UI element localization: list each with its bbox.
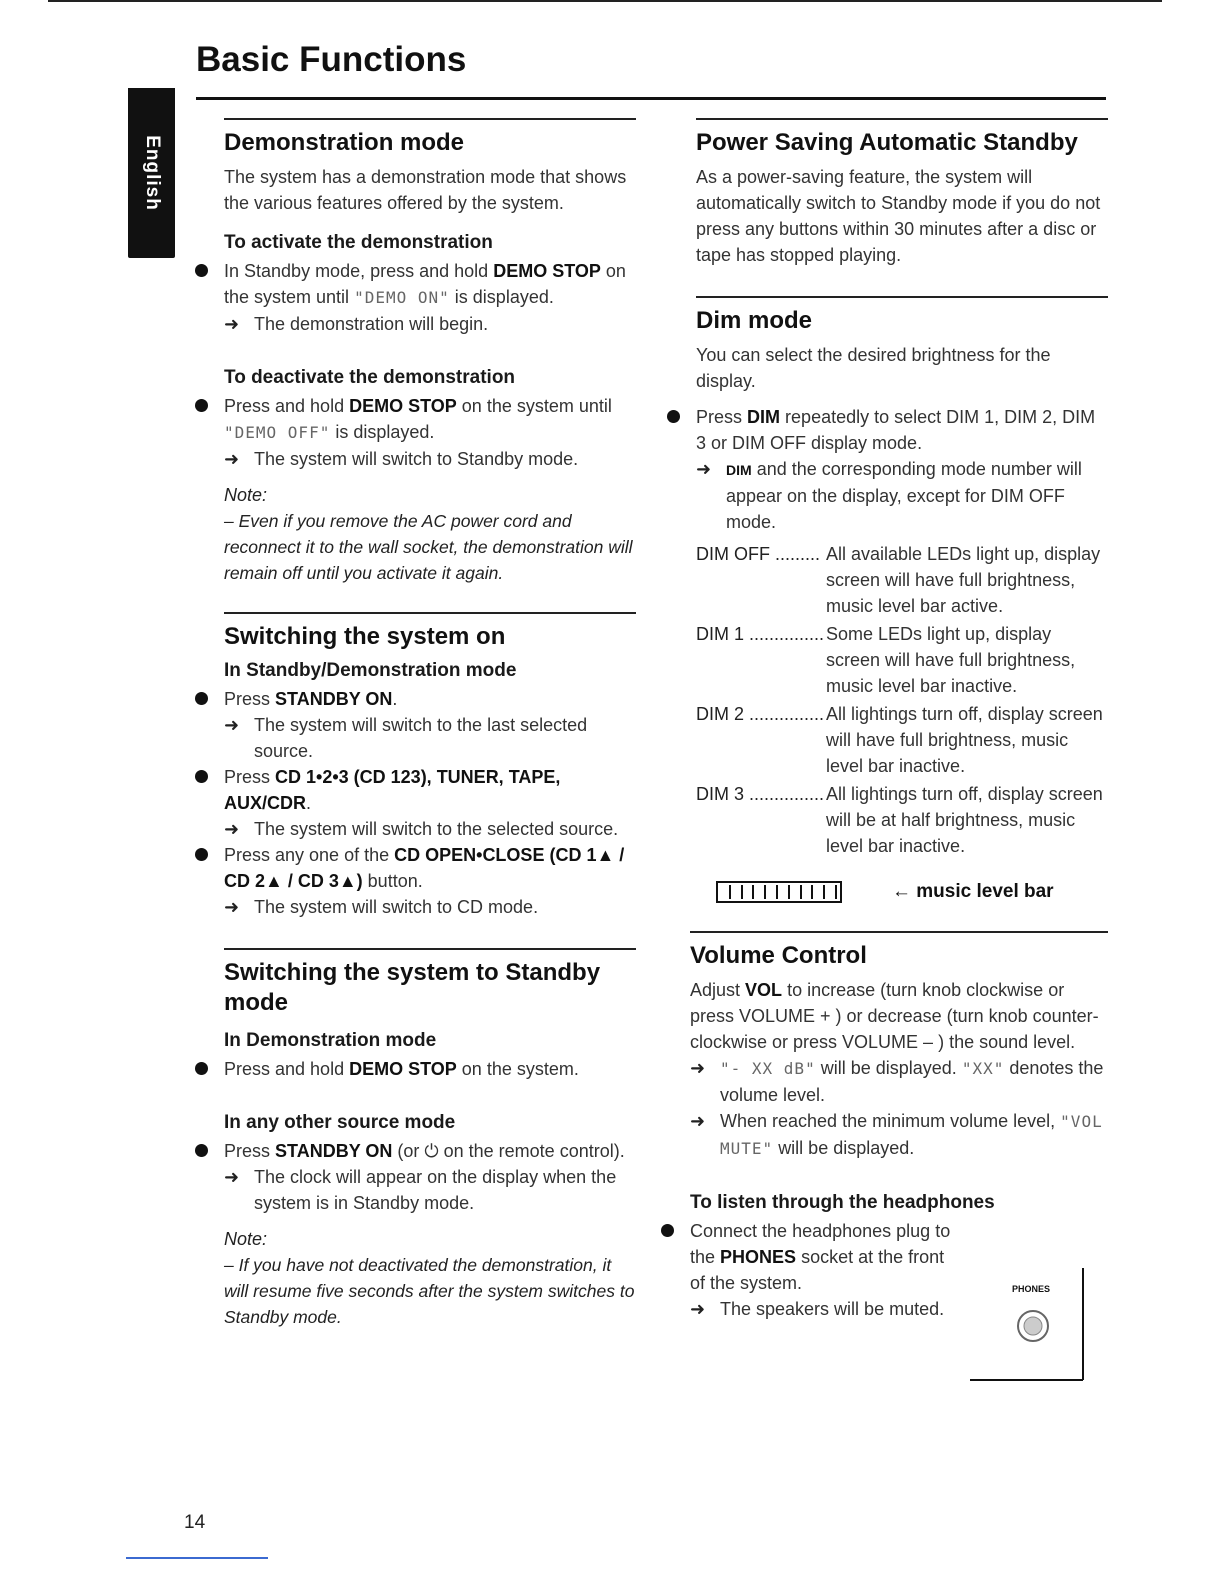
note-text: – Even if you remove the AC power cord and reconnect it to the wall socket, the demonstration will remain off until you activate it again. <box>224 511 633 583</box>
phones-label: PHONES <box>1012 1284 1051 1294</box>
lcd-display-text: "DEMO ON" <box>354 288 450 307</box>
step-text: repeatedly to select DIM 1, DIM 2, DIM 3 or DIM OFF display mode. <box>696 407 1096 453</box>
demonstration-intro: The system has a demonstration mode that shows the various features offered by the system. <box>224 167 627 213</box>
dim-table <box>696 541 1108 859</box>
dim-row <box>696 781 1108 859</box>
dim-row-label: DIM 3 ............... <box>696 784 825 804</box>
standby-on-key: STANDBY ON <box>275 1141 393 1161</box>
cd-open-close-keys: CD OPEN•CLOSE (CD 1▲ / CD 2▲ / CD 3▲) <box>224 845 625 891</box>
dim-indicator: DIM <box>726 462 752 478</box>
lcd-display-text: "DEMO OFF" <box>224 423 331 442</box>
deactivate-step <box>224 393 636 472</box>
step-text <box>696 404 1108 456</box>
step-text: Connect the headphones plug to the <box>690 1221 951 1267</box>
bullet-icon <box>195 848 208 861</box>
section-rule <box>690 931 1108 933</box>
section-rule <box>224 118 636 120</box>
section-rule <box>224 948 636 950</box>
result-text: The system will switch to the last selected source. <box>254 715 588 761</box>
step-text: Press any one of the <box>224 845 390 865</box>
step-text: on the system. <box>461 1059 579 1079</box>
step-text: Press and hold <box>224 396 345 416</box>
note-text: – If you have not deactivated the demonstration, it will resume five seconds after the system switches to Standby mode. <box>224 1255 635 1327</box>
spacer <box>224 1082 636 1110</box>
arrow-right-icon: ➜ <box>224 1167 240 1187</box>
result <box>224 1164 636 1216</box>
step-text: Adjust <box>690 980 741 1000</box>
language-tab <box>128 88 175 258</box>
other-source-subheading: In any other source mode <box>224 1112 456 1133</box>
activate-step-text <box>224 258 636 311</box>
headphones-step <box>690 1218 960 1322</box>
lcd-display-text: "XX" <box>961 1059 1005 1078</box>
standby-heading: Switching the system to Standby mode <box>224 959 601 1016</box>
result-text: will be displayed. <box>820 1058 957 1078</box>
result-text: denotes the volume level. <box>720 1058 1104 1105</box>
arrow-right-icon: ➜ <box>224 314 240 334</box>
power-saving-text: As a power-saving feature, the system will automatically switch to Standby mode if you do not press any buttons within 30 minutes after a disc or tape has stopped playing. <box>696 167 1101 265</box>
bullet-icon <box>195 399 208 412</box>
demonstration-section <box>224 118 636 586</box>
volume-result-1 <box>690 1055 1108 1108</box>
step-text: socket at the front of the system. <box>690 1247 945 1293</box>
left-column <box>224 118 636 1330</box>
step-text <box>224 1138 636 1164</box>
arrow-right-icon: ➜ <box>224 897 240 917</box>
step-text <box>224 764 636 816</box>
step-text <box>224 1056 636 1082</box>
volume-section <box>690 931 1108 1322</box>
phones-socket-illustration <box>968 1268 1088 1388</box>
dim-row-label: DIM 1 ............... <box>696 624 825 644</box>
switch-on-step-3 <box>224 842 636 920</box>
activate-heading: To activate the demonstration <box>224 232 493 253</box>
step-text <box>690 1218 960 1296</box>
arrow-right-icon: ➜ <box>224 449 240 469</box>
activate-step <box>224 258 636 337</box>
dim-row-label: DIM OFF ......... <box>696 544 820 564</box>
step-text: on the system until <box>224 261 626 307</box>
power-saving-heading: Power Saving Automatic Standby <box>696 129 1078 156</box>
page-title: Basic Functions <box>196 40 467 79</box>
section-rule <box>696 118 1108 120</box>
result <box>690 1296 960 1322</box>
standby-on-key: STANDBY ON <box>275 689 393 709</box>
section-rule <box>224 612 636 614</box>
volume-result-2 <box>690 1108 1108 1162</box>
page-number: 14 <box>184 1512 206 1533</box>
step-text: is displayed. <box>454 287 554 307</box>
step-text: Press <box>224 689 271 709</box>
demo-stop-key: DEMO STOP <box>349 1059 457 1079</box>
dim-step <box>696 404 1108 535</box>
result <box>224 894 636 920</box>
dim-intro: You can select the desired brightness for the display. <box>696 345 1051 391</box>
bullet-icon <box>195 1062 208 1075</box>
step-text: is displayed. <box>335 422 435 442</box>
headphones-heading: To listen through the headphones <box>690 1192 995 1213</box>
vol-key: VOL <box>745 980 783 1000</box>
music-level-bar-icon <box>716 881 842 903</box>
dim-heading: Dim mode <box>696 307 813 334</box>
dim-key: DIM <box>747 407 781 427</box>
arrow-right-icon: ➜ <box>690 1058 706 1078</box>
arrow-right-icon: ➜ <box>224 715 240 735</box>
dim-row <box>696 541 1108 619</box>
step-text: Press <box>696 407 743 427</box>
demo-mode-subheading: In Demonstration mode <box>224 1030 437 1051</box>
switch-on-step-1 <box>224 686 636 764</box>
step-text: Press and hold <box>224 1059 345 1079</box>
note-label: Note: <box>224 1229 268 1249</box>
dim-row <box>696 621 1108 699</box>
result-text: The system will switch to the selected source. <box>254 819 619 839</box>
step-text: to increase (turn knob clockwise or press VOLUME + ) or decrease (turn knob counter-clockwise or press VOLUME – ) the sound level. <box>690 980 1099 1052</box>
dim-row-desc: Some LEDs light up, display screen will have full brightness, music level bar inactive. <box>826 624 1076 696</box>
phones-key: PHONES <box>720 1247 797 1267</box>
standby-section <box>224 948 636 1330</box>
step-text <box>224 686 636 712</box>
result-text: The demonstration will begin. <box>254 314 489 334</box>
activate-result <box>224 311 636 337</box>
right-column <box>690 118 1108 1322</box>
dim-section <box>696 296 1108 907</box>
step-text: In Standby mode, press and hold <box>224 261 489 281</box>
music-level-bar-label: ← music level bar <box>892 881 1054 902</box>
bullet-icon <box>195 1144 208 1157</box>
arrow-right-icon: ➜ <box>690 1111 706 1131</box>
switch-on-step-2 <box>224 764 636 842</box>
result-text: When reached the minimum volume level, <box>720 1111 1056 1131</box>
spacer <box>224 216 636 230</box>
step-text: . <box>306 793 312 813</box>
lcd-display-text: "- XX dB" <box>720 1059 816 1078</box>
top-border-line <box>48 0 1162 2</box>
bullet-icon <box>667 410 680 423</box>
music-level-bar-illustration <box>716 877 1108 907</box>
lcd-display-text: "VOL MUTE" <box>720 1112 1103 1158</box>
standby-step-2 <box>224 1138 636 1216</box>
step-text <box>224 842 636 894</box>
result <box>696 456 1108 535</box>
bullet-icon <box>195 264 208 277</box>
volume-text <box>690 977 1108 1055</box>
standby-step-1 <box>224 1056 636 1082</box>
result-text: The clock will appear on the display when the system is in Standby mode. <box>254 1167 617 1213</box>
standby-demo-subheading: In Standby/Demonstration mode <box>224 660 517 681</box>
spacer <box>224 337 636 365</box>
volume-heading: Volume Control <box>690 942 867 969</box>
dim-row-desc: All lightings turn off, display screen will be at half brightness, music level bar inactive. <box>826 784 1103 856</box>
deactivate-heading: To deactivate the demonstration <box>224 367 516 388</box>
bullet-icon <box>195 770 208 783</box>
step-text: button. <box>367 871 423 891</box>
demo-stop-key: DEMO STOP <box>349 396 457 416</box>
source-keys: CD 1•2•3 (CD 123), TUNER, TAPE, AUX/CDR <box>224 767 561 813</box>
power-saving-section <box>696 118 1108 268</box>
dim-row-desc: All lightings turn off, display screen will have full brightness, music level bar inactive. <box>826 704 1103 776</box>
result-text: The speakers will be muted. <box>720 1299 945 1319</box>
note-label: Note: <box>224 485 268 505</box>
demo-stop-key: DEMO STOP <box>493 261 601 281</box>
result <box>224 816 636 842</box>
step-text: Press <box>224 767 271 787</box>
demonstration-heading: Demonstration mode <box>224 129 465 156</box>
switching-on-heading: Switching the system on <box>224 623 506 650</box>
title-rule <box>196 97 1106 100</box>
dim-row-desc: All available LEDs light up, display screen will have full brightness, music level bar active. <box>826 544 1101 616</box>
spacer <box>690 1162 1108 1190</box>
result <box>224 712 636 764</box>
deactivate-result <box>224 446 636 472</box>
step-text: (or ⏻ on the remote control). <box>397 1141 625 1161</box>
step-text: . <box>392 689 398 709</box>
arrow-right-icon: ➜ <box>696 459 712 479</box>
switching-on-section <box>224 612 636 920</box>
result-text: will be displayed. <box>778 1138 915 1158</box>
step-text: on the system until <box>461 396 612 416</box>
language-tab-label: English <box>141 135 163 211</box>
step-text: Press <box>224 1141 271 1161</box>
result-text: The system will switch to Standby mode. <box>254 449 579 469</box>
deactivate-step-text <box>224 393 636 446</box>
dim-row-label: DIM 2 ............... <box>696 704 825 724</box>
arrow-right-icon: ➜ <box>690 1299 706 1319</box>
arrow-right-icon: ➜ <box>224 819 240 839</box>
section-rule <box>696 296 1108 298</box>
result-text: and the corresponding mode number will appear on the display, except for DIM OFF mode. <box>726 459 1082 532</box>
phones-socket-core-icon <box>1024 1317 1042 1335</box>
dim-row <box>696 701 1108 779</box>
bullet-icon <box>195 692 208 705</box>
bullet-icon <box>661 1224 674 1237</box>
footer-line <box>126 1557 268 1559</box>
result-text: The system will switch to CD mode. <box>254 897 539 917</box>
